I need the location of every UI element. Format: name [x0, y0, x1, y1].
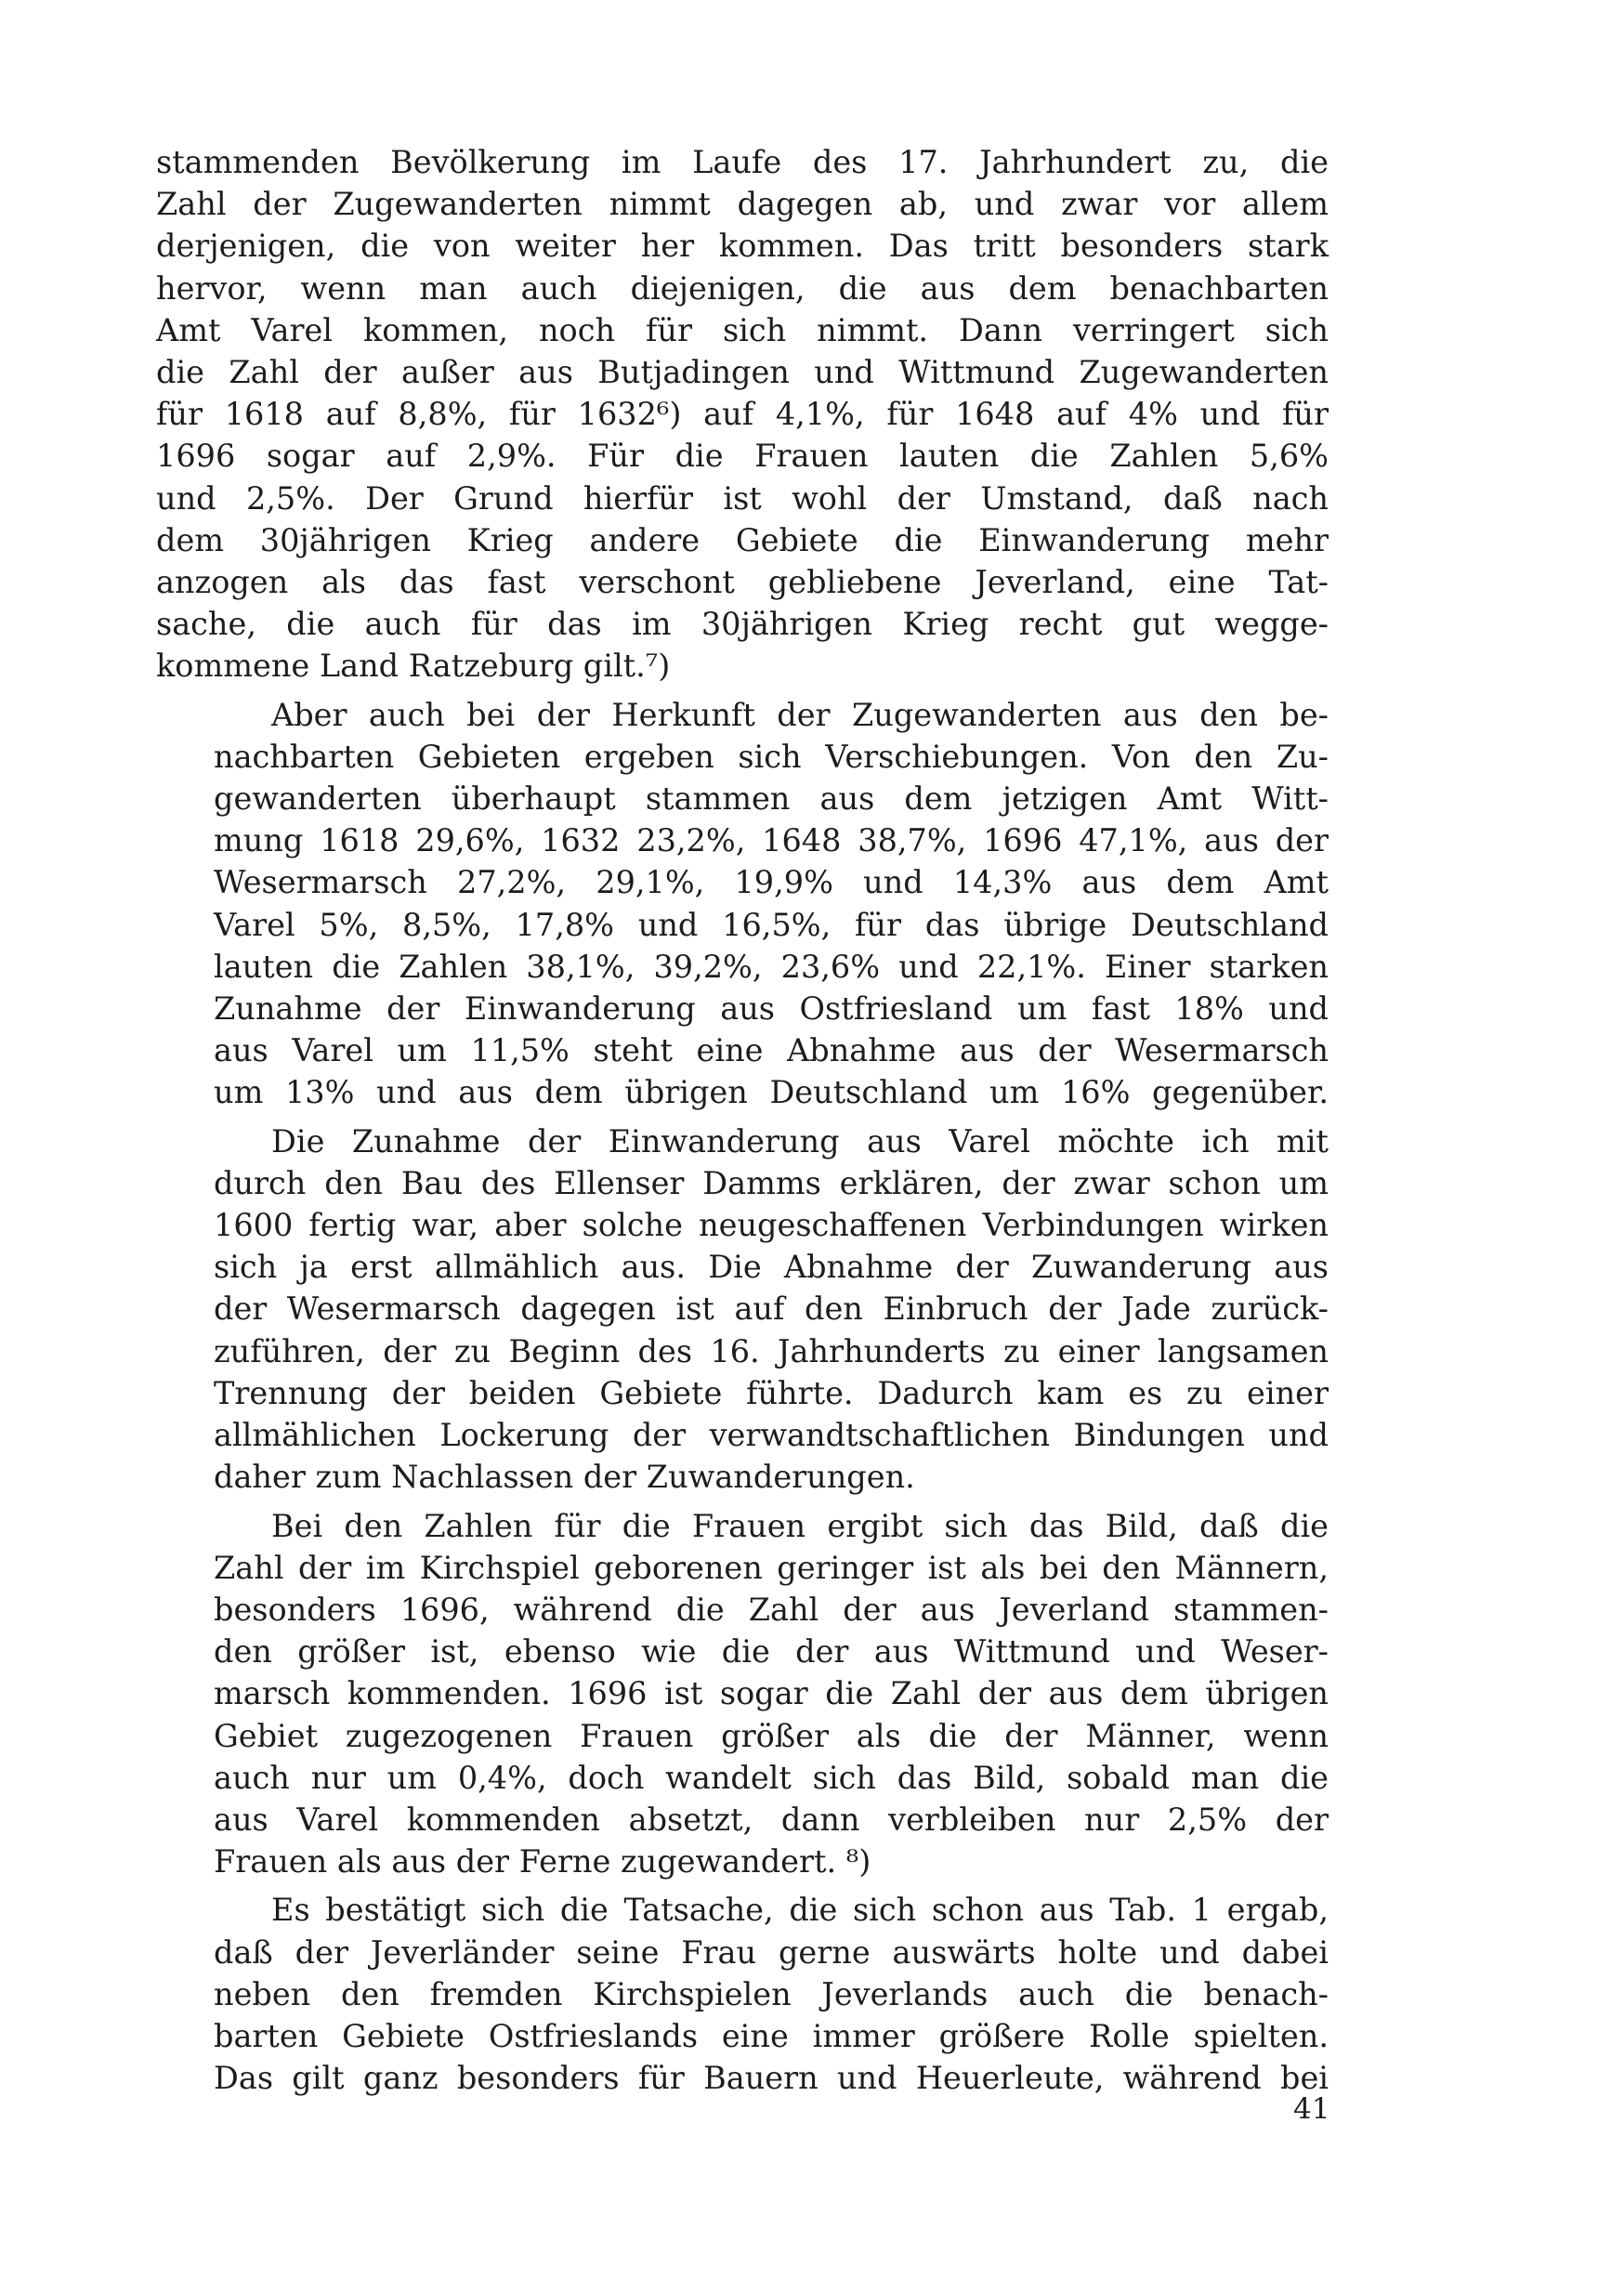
- text-line: barten Gebiete Ostfrieslands eine immer größere Rolle spielten.: [214, 2017, 1329, 2054]
- text-line: Es bestätigt sich die Tatsache, die sich schon aus Tab. 1 ergab,: [271, 1892, 1329, 1929]
- text-line: Wesermarsch 27,2%, 29,1%, 19,9% und 14,3% aus dem Amt: [214, 864, 1329, 901]
- text-line: die Zahl der außer aus Butjadingen und Wittmund Zugewanderten: [156, 354, 1329, 391]
- text-line: allmählichen Lockerung der verwandtschaftlichen Bindungen und: [214, 1417, 1329, 1454]
- text-line: Bei den Zahlen für die Frauen ergibt sich das Bild, daß die: [271, 1507, 1329, 1544]
- text-line: den größer ist, ebenso wie die der aus Wittmund und Weser-: [214, 1633, 1329, 1671]
- text-line: Zunahme der Einwanderung aus Ostfriesland um fast 18% und: [214, 990, 1329, 1028]
- text-line: lauten die Zahlen 38,1%, 39,2%, 23,6% und 22,1%. Einer starken: [214, 948, 1329, 985]
- paragraph-4: [156, 1505, 1329, 1883]
- text-line: marsch kommenden. 1696 ist sogar die Zahl der aus dem übrigen: [214, 1675, 1329, 1712]
- text-line: kommene Land Ratzeburg gilt.⁷): [156, 648, 671, 685]
- text-line: besonders 1696, während die Zahl der aus Jeverland stammen-: [214, 1591, 1329, 1628]
- text-line: daß der Jeverländer seine Frau gerne auswärts holte und dabei: [214, 1933, 1329, 1971]
- text-line: dem 30jährigen Krieg andere Gebiete die Einwanderung mehr: [156, 521, 1329, 558]
- text-line: daher zum Nachlassen der Zuwanderungen.: [214, 1459, 915, 1496]
- text-line: sich ja erst allmählich aus. Die Abnahme der Zuwanderung aus: [214, 1249, 1329, 1286]
- text-line: Gebiet zugezogenen Frauen größer als die der Männer, wenn: [214, 1717, 1329, 1754]
- text-line: Amt Varel kommen, noch für sich nimmt. Dann verringert sich: [156, 311, 1329, 348]
- body-text: [156, 141, 1329, 2105]
- text-line: der Wesermarsch dagegen ist auf den Einbruch der Jade zurück-: [214, 1291, 1329, 1328]
- text-line: Varel 5%, 8,5%, 17,8% und 16,5%, für das übrige Deutschland: [214, 906, 1329, 943]
- text-line: gewanderten überhaupt stammen aus dem jetzigen Amt Witt-: [214, 780, 1329, 818]
- text-line: durch den Bau des Ellenser Damms erklären, der zwar schon um: [214, 1164, 1329, 1201]
- page-number: 41: [1293, 2092, 1330, 2126]
- text-line: für 1618 auf 8,8%, für 1632⁶) auf 4,1%, für 1648 auf 4% und für: [156, 396, 1329, 433]
- text-line: Das gilt ganz besonders für Bauern und Heuerleute, während bei: [214, 2060, 1329, 2097]
- text-line: sache, die auch für das im 30jährigen Krieg recht gut wegge-: [156, 606, 1329, 643]
- text-line: Zahl der Zugewanderten nimmt dagegen ab, und zwar vor allem: [156, 186, 1329, 223]
- text-line: Trennung der beiden Gebiete führte. Dadurch kam es zu einer: [214, 1374, 1329, 1411]
- text-line: stammenden Bevölkerung im Laufe des 17. Jahrhundert zu, die: [156, 144, 1329, 180]
- text-line: hervor, wenn man auch diejenigen, die aus dem benachbarten: [156, 269, 1329, 307]
- text-line: Aber auch bei der Herkunft der Zugewanderten aus den be-: [271, 696, 1329, 733]
- text-line: 1600 fertig war, aber solche neugeschaffenen Verbindungen wirken: [214, 1207, 1329, 1244]
- text-line: Zahl der im Kirchspiel geborenen geringer ist als bei den Männern,: [214, 1549, 1329, 1586]
- text-line: zuführen, der zu Beginn des 16. Jahrhunderts zu einer langsamen: [214, 1332, 1329, 1369]
- text-line: anzogen als das fast verschont gebliebene Jeverland, eine Tat-: [156, 564, 1329, 601]
- text-line: 1696 sogar auf 2,9%. Für die Frauen lauten die Zahlen 5,6%: [156, 438, 1329, 475]
- text-line: Frauen als aus der Ferne zugewandert. ⁸): [214, 1843, 871, 1880]
- paragraph-5: [156, 1889, 1329, 2099]
- text-line: Die Zunahme der Einwanderung aus Varel möchte ich mit: [271, 1122, 1329, 1160]
- text-line: aus Varel um 11,5% steht eine Abnahme aus der Wesermarsch: [214, 1032, 1329, 1069]
- text-line: derjenigen, die von weiter her kommen. Das tritt besonders stark: [156, 228, 1329, 265]
- text-line: aus Varel kommenden absetzt, dann verbleiben nur 2,5% der: [214, 1801, 1329, 1838]
- text-line: mung 1618 29,6%, 1632 23,2%, 1648 38,7%, 1696 47,1%, aus der: [214, 822, 1329, 859]
- text-line: und 2,5%. Der Grund hierfür ist wohl der Umstand, daß nach: [156, 479, 1329, 517]
- paragraph-3: [156, 1120, 1329, 1499]
- text-line: um 13% und aus dem übrigen Deutschland um 16% gegenüber.: [214, 1074, 1329, 1111]
- text-line: nachbarten Gebieten ergeben sich Verschiebungen. Von den Zu-: [214, 738, 1329, 775]
- text-line: auch nur um 0,4%, doch wandelt sich das Bild, sobald man die: [214, 1759, 1329, 1796]
- text-line: neben den fremden Kirchspielen Jeverlands auch die benach-: [214, 1975, 1329, 2012]
- paragraph-2: [156, 694, 1329, 1114]
- paragraph-1: [156, 141, 1329, 688]
